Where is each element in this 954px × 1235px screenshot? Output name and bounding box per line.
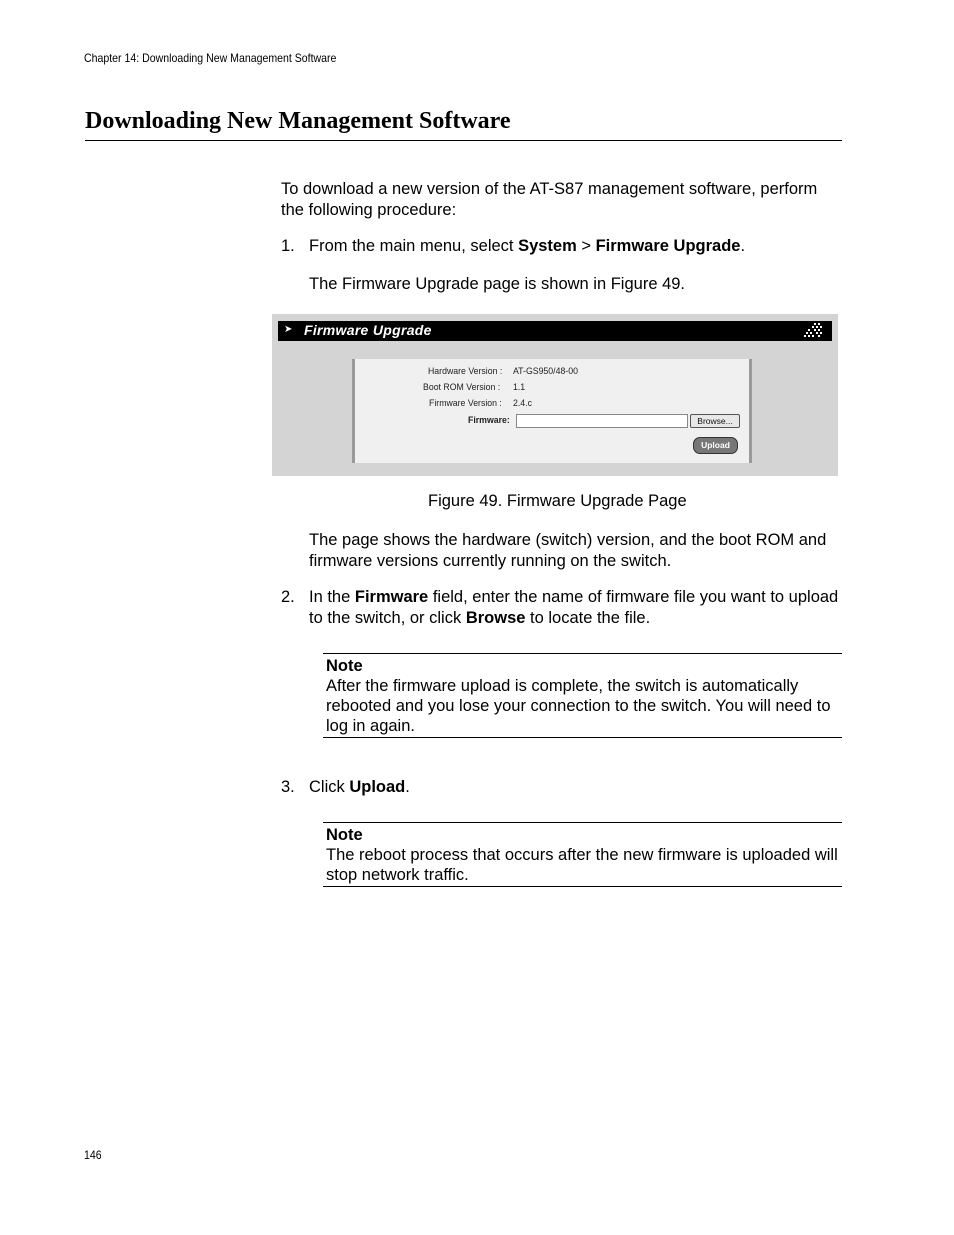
firmware-version-label: Firmware Version : [429,398,502,409]
figure-panel [352,359,752,463]
title-rule [85,140,842,141]
step-2-mid: field, enter the name of firmware file you want to upload to the switch, or click [309,588,839,627]
step-number: 1. [281,237,295,255]
step-2-browse: Browse [465,608,526,627]
figure-caption: Figure 49. Firmware Upgrade Page [428,492,687,510]
step-2-post: to locate the file. [525,608,651,627]
step-3-text [309,777,843,798]
figure-titlebar [278,321,832,341]
note-heading: Note [326,657,363,675]
upload-button[interactable]: Upload [693,437,738,454]
step-1-subtext: The Firmware Upgrade page is shown in Figure 49. [309,275,686,293]
note-box [323,822,842,887]
browse-button[interactable]: Browse... [690,414,740,428]
step-2-pre: In the [309,588,355,606]
step-1-firmware-upgrade: Firmware Upgrade [595,237,741,255]
firmware-field-label: Firmware: [468,415,510,426]
step-number: 2. [281,588,295,606]
hardware-version-label: Hardware Version : [428,366,503,377]
firmware-upgrade-figure [272,314,838,476]
after-figure-paragraph: The page shows the hardware (switch) version, and the boot ROM and firmware versions currently running on the switch. [309,531,827,570]
step-3-post: . [405,778,410,796]
note-box [323,653,842,738]
note-body: After the firmware upload is complete, the switch is automatically rebooted and you lose your connection to the switch. You will need to log in again. [326,677,831,735]
step-number: 3. [281,778,295,796]
step-1-pre: From the main menu, select [309,237,519,255]
step-2-text [309,587,843,628]
note-heading: Note [326,826,363,844]
step-1-text [309,236,843,257]
figure-page-title: Firmware Upgrade [304,322,432,338]
hardware-version-value: AT-GS950/48-00 [513,366,578,377]
step-3-pre: Click [309,778,350,796]
firmware-file-input[interactable] [516,414,688,428]
arrow-icon: ➤ [284,324,293,335]
running-header: Chapter 14: Downloading New Management Software [84,51,337,65]
note-body: The reboot process that occurs after the new firmware is uploaded will stop network traffic. [326,846,838,884]
step-1-separator: > [576,237,596,255]
step-2-firmware: Firmware [354,588,429,606]
logo-icon [802,322,824,340]
intro-paragraph: To download a new version of the AT-S87 management software, perform the following procedure: [281,180,818,219]
boot-rom-version-value: 1.1 [513,382,526,393]
step-1-post: . [740,237,746,255]
boot-rom-version-label: Boot ROM Version : [423,382,501,393]
page-number: 146 [84,1148,102,1162]
step-1-system: System [518,237,577,255]
firmware-version-value: 2.4.c [513,398,532,409]
section-title: Downloading New Management Software [85,108,511,134]
step-3-upload: Upload [349,778,406,796]
